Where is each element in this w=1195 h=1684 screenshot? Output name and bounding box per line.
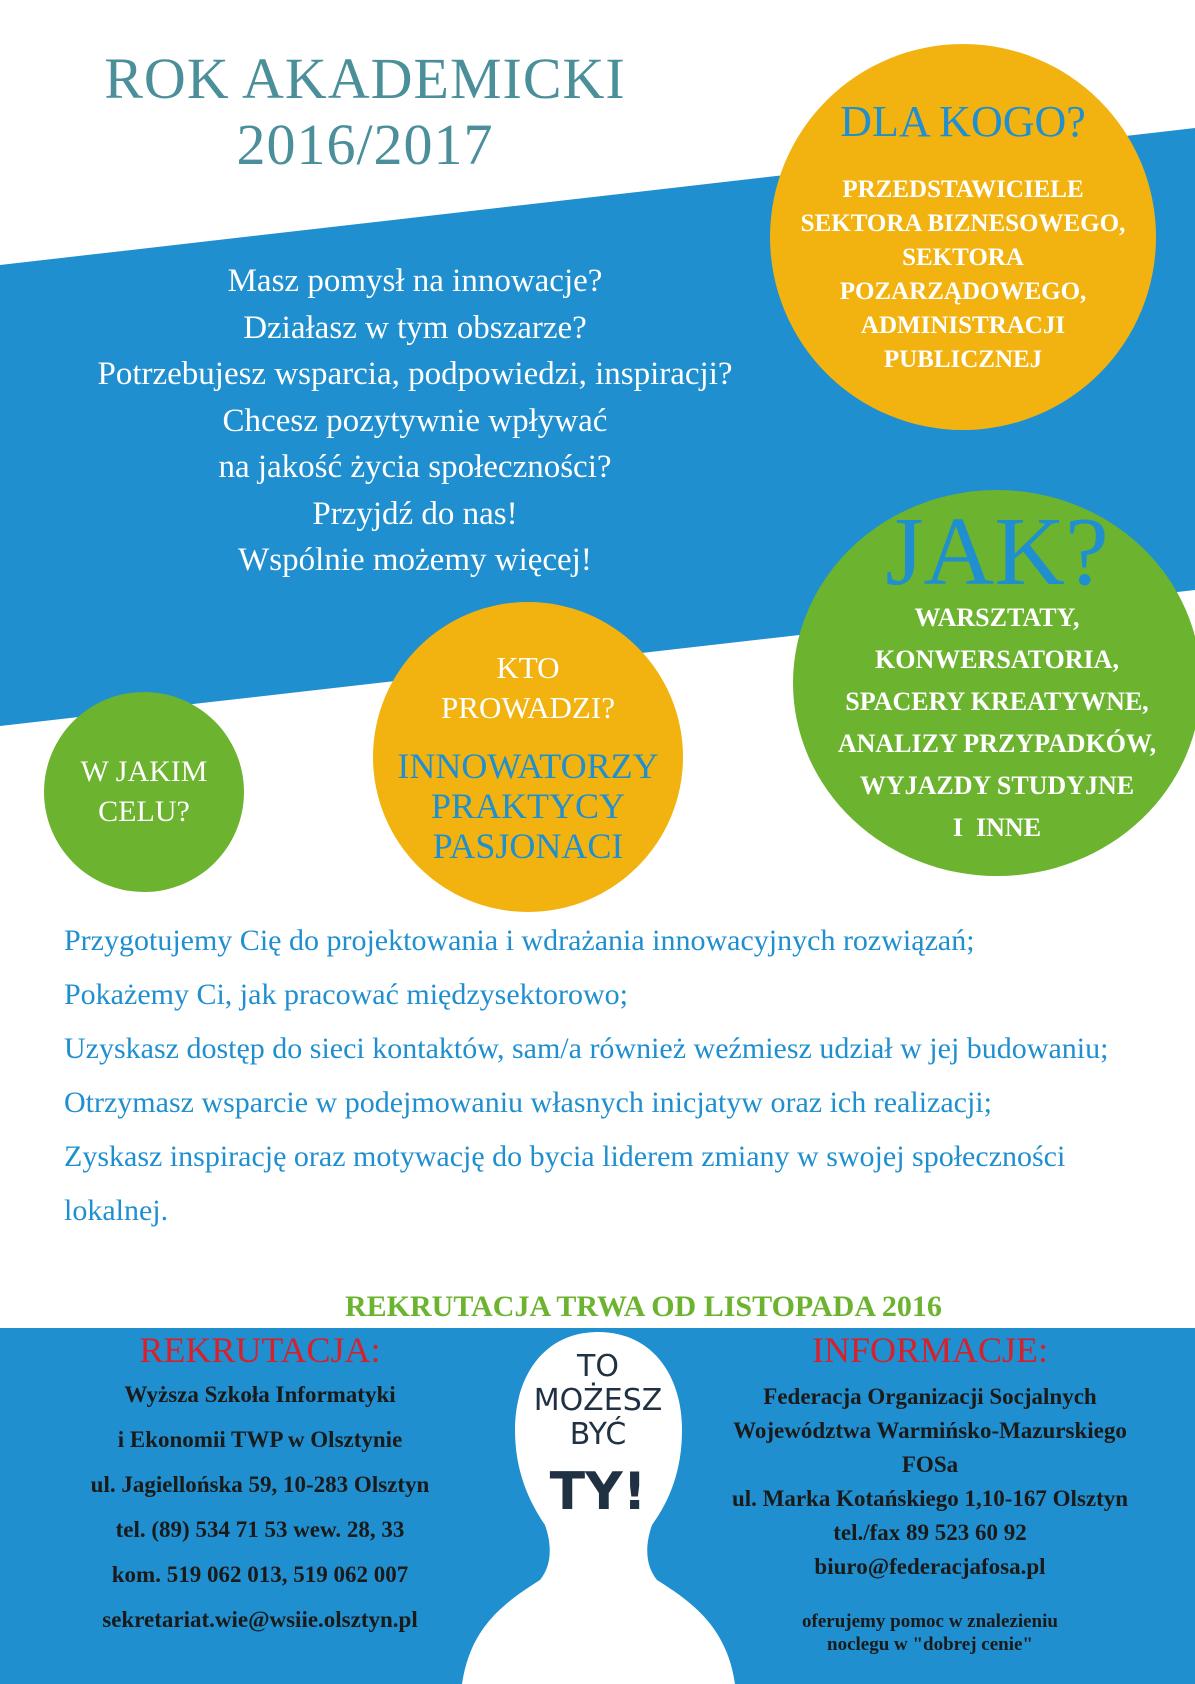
informacje-line: Województwa Warmińsko-Mazurskiego (733, 1418, 1127, 1443)
rekrutacja-line: Wyższa Szkoła Informatyki (124, 1382, 396, 1407)
person-text-line: MOŻESZ (533, 1383, 663, 1418)
question-line: Wspólnie możemy więcej! (238, 542, 592, 578)
dla-kogo-line: POZARZĄDOWEGO, (839, 278, 1087, 305)
kto-prowadzi-heading-line: PROWADZI? (441, 690, 615, 725)
dla-kogo-line: PRZEDSTAWICIELE (842, 176, 1084, 203)
kto-prowadzi-line: PASJONACI (432, 826, 624, 866)
dla-kogo-text (801, 173, 1126, 377)
jak-line: WARSZTATY, (914, 603, 1080, 632)
jak-heading: JAK? (885, 498, 1109, 606)
jak-line: SPACERY KREATYWNE, (845, 687, 1149, 716)
w-jakim-celu-text (81, 752, 208, 832)
kto-prowadzi-heading-line: KTO (496, 650, 560, 685)
kto-prowadzi-text (397, 746, 658, 866)
dla-kogo-line: SEKTORA (902, 244, 1024, 271)
benefit-item: Otrzymasz wsparcie w podejmowaniu własnych inicjatyw oraz ich realizacji; (64, 1086, 992, 1119)
benefit-item: Zyskasz inspirację oraz motywację do bycia liderem zmiany w swojej społeczności lokalnej. (64, 1140, 1066, 1227)
recruitment-banner: REKRUTACJA TRWA OD LISTOPADA 2016 (345, 1290, 942, 1323)
jak-line: ANALIZY PRZYPADKÓW, (837, 729, 1157, 758)
person-text-line: TO (577, 1349, 619, 1384)
dla-kogo-heading: DLA KOGO? (840, 97, 1086, 146)
informacje-note-line: noclegu w "dobrej cenie" (827, 1634, 1033, 1655)
question-line: Chcesz pozytywnie wpływać (222, 402, 608, 439)
w-jakim-celu-line: W JAKIM (80, 755, 208, 788)
benefit-item: Pokażemy Ci, jak pracować międzysektorowo; (64, 978, 628, 1011)
informacje-address: ul. Marka Kotańskiego 1,10-167 Olsztyn (731, 1486, 1129, 1511)
jak-line: KONWERSATORIA, (875, 645, 1119, 674)
rekrutacja-title: REKRUTACJA: (139, 1330, 381, 1370)
dla-kogo-circle (770, 44, 1156, 430)
informacje-phone: tel./fax 89 523 60 92 (833, 1520, 1027, 1545)
jak-circle (793, 490, 1195, 876)
rekrutacja-line: i Ekonomii TWP w Olsztynie (117, 1427, 403, 1452)
benefits-list (64, 914, 1174, 1238)
title-line-2: 2016/2017 (236, 112, 494, 177)
benefit-item: Przygotujemy Cię do projektowania i wdrażania innowacyjnych rozwiązań; (64, 924, 975, 957)
informacje-note (675, 1610, 1185, 1656)
question-line: Przyjdź do nas! (312, 495, 518, 532)
question-line: na jakość życia społeczności? (218, 449, 612, 485)
kto-prowadzi-circle (373, 602, 683, 912)
rekrutacja-mobile: kom. 519 062 013, 519 062 007 (111, 1562, 409, 1587)
person-text-top (508, 1350, 688, 1452)
informacje-section (675, 1328, 1185, 1656)
dla-kogo-line: PUBLICZNEJ (883, 346, 1043, 373)
informacje-note-line: oferujemy pomoc w znalezieniu (802, 1611, 1058, 1632)
jak-line: I INNE (952, 813, 1042, 842)
rekrutacja-email: sekretariat.wie@wsiie.olsztyn.pl (102, 1607, 418, 1632)
rekrutacja-phone: tel. (89) 534 71 53 wew. 28, 33 (115, 1517, 405, 1542)
kto-prowadzi-heading (441, 648, 615, 728)
person-text-line: BYĆ (569, 1417, 627, 1452)
rekrutacja-section (20, 1328, 500, 1642)
dla-kogo-line: ADMINISTRACJI (860, 312, 1066, 339)
informacje-line: FOSa (901, 1452, 959, 1477)
benefit-item: Uzyskasz dostęp do sieci kontaktów, sam/a również weźmiesz udział w jej budowaniu; (64, 1032, 1109, 1065)
kto-prowadzi-line: INNOWATORZY (397, 746, 659, 786)
questions-block (0, 258, 830, 584)
person-text-ty: TY! (549, 1462, 647, 1522)
informacje-email: biuro@federacjafosa.pl (814, 1554, 1046, 1579)
kto-prowadzi-line: PRAKTYCY (430, 786, 625, 826)
informacje-title: INFORMACJE: (811, 1330, 1049, 1370)
title-line-1: ROK AKADEMICKI (104, 46, 626, 111)
jak-line: WYJAZDY STUDYJNE (859, 771, 1135, 800)
question-line: Masz pomysł na innowacje? (227, 263, 603, 299)
dla-kogo-line: SEKTORA BIZNESOWEGO, (800, 210, 1126, 237)
jak-text (838, 597, 1156, 849)
question-line: Potrzebujesz wsparcia, podpowiedzi, inspiracji? (97, 356, 733, 392)
question-line: Działasz w tym obszarze? (243, 309, 587, 346)
rekrutacja-address: ul. Jagiellońska 59, 10-283 Olsztyn (90, 1472, 430, 1497)
informacje-line: Federacja Organizacji Socjalnych (763, 1384, 1097, 1409)
w-jakim-celu-circle (44, 692, 244, 892)
w-jakim-celu-line: CELU? (98, 795, 190, 828)
